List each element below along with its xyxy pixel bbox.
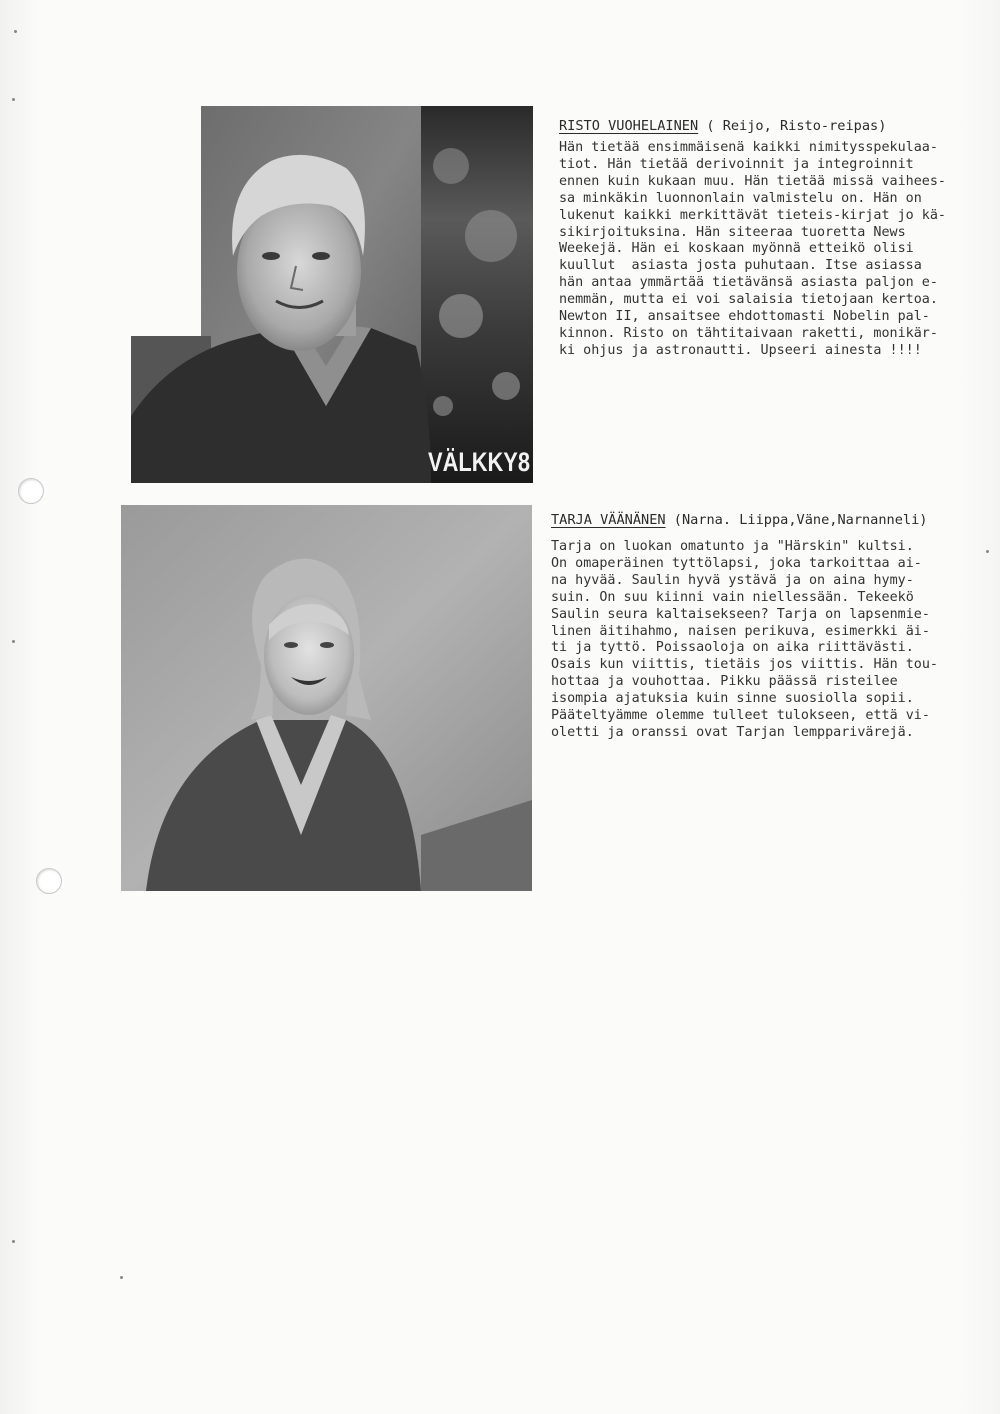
margin-speck — [986, 550, 989, 553]
bio-line: kinnon. Risto on tähtitaivaan raketti, monikär- — [559, 325, 938, 341]
bio-line: isompia ajatuksia kuin sinne suosiolla sopii. — [551, 691, 914, 707]
bio-line: kuullut asiasta josta puhutaan. Itse asiassa — [559, 258, 922, 274]
bio-line: Osais kun viittis, tietäis jos viittis. Hän tou- — [551, 657, 938, 673]
poster-caption: VÄLKKY8 — [428, 447, 530, 477]
profile-nicknames: (Narna. Liippa,Väne,Narnanneli) — [665, 512, 928, 528]
bio-line: lukenut kaikki merkittävät tieteis-kirjat jo kä- — [559, 207, 946, 223]
bio-line: Saulin seura kaltaisekseen? Tarja on lapsenmie- — [551, 606, 930, 622]
bio-line: ennen kuin kukaan muu. Hän tietää missä vaihees- — [559, 173, 946, 189]
profile-nicknames: ( Reijo, Risto-reipas) — [698, 118, 887, 134]
margin-speck — [14, 30, 17, 33]
profile-heading-risto — [559, 117, 886, 135]
portrait-photo-tarja — [121, 505, 532, 891]
bio-line: Newton II, ansaitsee ehdottomasti Nobelin pal- — [559, 309, 930, 325]
bio-line: suin. On suu kiinni vain niellessään. Tekeekö — [551, 589, 914, 605]
bio-line: tiot. Hän tietää derivoinnit ja integroinnit — [559, 156, 914, 172]
margin-speck — [12, 98, 15, 101]
bio-line: hän antaa ymmärtää tietävänsä asiasta paljon e- — [559, 275, 938, 291]
punch-hole-bottom — [36, 868, 62, 894]
margin-speck — [120, 1276, 123, 1279]
bio-line: hottaa ja vouhottaa. Pikku päässä risteilee — [551, 674, 898, 690]
bio-line: Hän tietää ensimmäisenä kaikki nimitysspekulaa- — [559, 140, 938, 155]
portrait-photo-risto — [131, 106, 533, 483]
bio-line: sa minkäkin luonnonlain valmistelu on. Hän on — [559, 190, 922, 206]
bio-line: Tarja on luokan omatunto ja "Härskin" kultsi. — [551, 539, 914, 554]
bio-line: na hyvää. Saulin hyvä ystävä ja on aina hymy- — [551, 572, 914, 588]
margin-speck — [12, 640, 15, 643]
margin-speck — [12, 1240, 15, 1243]
bio-line: ti ja tyttö. Poissaoloja on aika riittävästi. — [551, 640, 914, 656]
bio-line: ki ohjus ja astronautti. Upseeri ainesta !!!! — [559, 342, 922, 358]
bio-line: On omaperäinen tyttölapsi, joka tarkoittaa ai- — [551, 555, 922, 571]
bio-line: sikirjoituksina. Hän siteeraa tuoretta News — [559, 224, 906, 240]
profile-heading-tarja — [551, 511, 927, 529]
bio-line: oletti ja oranssi ovat Tarjan lempparivärejä. — [551, 724, 914, 740]
punch-hole-top — [18, 478, 44, 504]
bio-line: linen äitihahmo, naisen perikuva, esimerkki äi- — [551, 623, 930, 639]
profile-bio-tarja — [551, 539, 938, 742]
bio-line: Pääteltyämme olemme tulleet tulokseen, että vi- — [551, 708, 930, 724]
profile-bio-risto — [559, 140, 946, 360]
bio-line: nemmän, mutta ei voi salaisia tietojaan kertoa. — [559, 292, 938, 308]
profile-name: TARJA VÄÄNÄNEN — [551, 512, 666, 528]
bio-line: Weekejä. Hän ei koskaan myönnä etteikö olisi — [559, 241, 914, 257]
profile-name: RISTO VUOHELAINEN — [559, 118, 699, 134]
